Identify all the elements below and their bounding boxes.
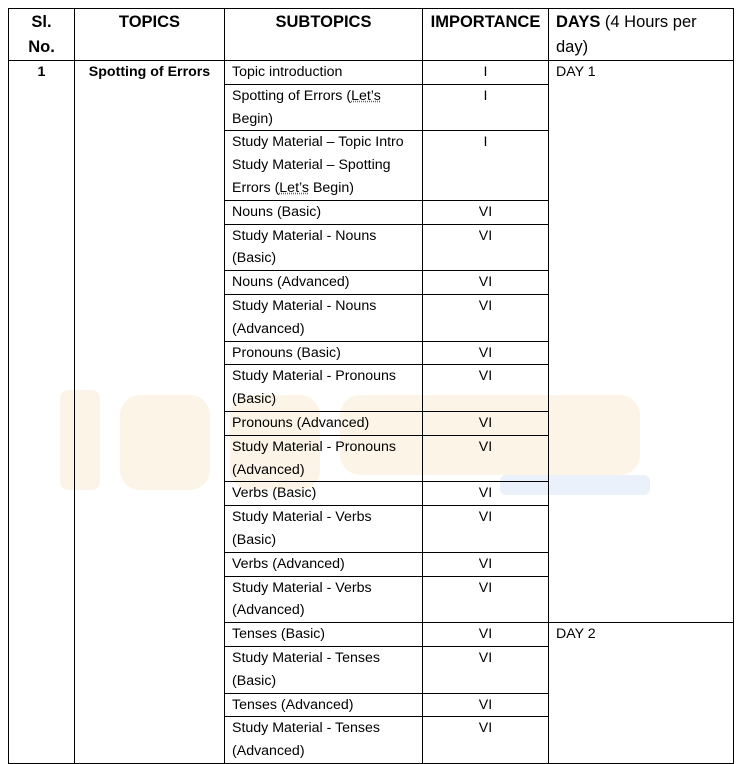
study-plan-table	[8, 8, 734, 764]
subtopic-cell: Topic introduction	[225, 61, 423, 85]
importance-cell: VI	[423, 411, 549, 435]
subtopic-cell: Pronouns (Advanced)	[225, 411, 423, 435]
header-days-rest: (4 Hours per day)	[556, 13, 697, 56]
table-row	[9, 61, 734, 85]
importance-cell: VI	[423, 482, 549, 506]
subtopic-cell: Study Material - Tenses (Advanced)	[225, 717, 423, 764]
importance-cell: I	[423, 61, 549, 85]
subtopic-cell: Tenses (Basic)	[225, 623, 423, 647]
importance-cell: VI	[423, 576, 549, 623]
subtopic-cell: Study Material - Tenses (Basic)	[225, 646, 423, 693]
subtopic-cell: Verbs (Advanced)	[225, 552, 423, 576]
subtopic-cell: Tenses (Advanced)	[225, 693, 423, 717]
header-importance: IMPORTANCE	[423, 9, 549, 61]
importance-cell: I	[423, 84, 549, 131]
header-topics: TOPICS	[75, 9, 225, 61]
subtopic-cell: Nouns (Advanced)	[225, 271, 423, 295]
subtopic-cell: Study Material - Verbs (Basic)	[225, 506, 423, 553]
importance-cell: VI	[423, 623, 549, 647]
subtopic-cell: Nouns (Basic)	[225, 200, 423, 224]
subtopic-cell: Study Material - Pronouns (Basic)	[225, 365, 423, 412]
importance-cell: VI	[423, 271, 549, 295]
subtopic-cell: Verbs (Basic)	[225, 482, 423, 506]
header-days-bold: DAYS	[556, 13, 601, 31]
importance-cell: VI	[423, 224, 549, 271]
importance-cell: VI	[423, 693, 549, 717]
header-row	[9, 9, 734, 61]
header-subtopics: SUBTOPICS	[225, 9, 423, 61]
importance-cell: VI	[423, 341, 549, 365]
subtopic-cell: Study Material - Nouns (Advanced)	[225, 294, 423, 341]
subtopic-cell: Spotting of Errors (Let’s Begin)	[225, 84, 423, 131]
importance-cell: VI	[423, 552, 549, 576]
day-cell: DAY 1	[549, 61, 734, 623]
importance-cell: VI	[423, 294, 549, 341]
header-sl-no: Sl. No.	[9, 9, 75, 61]
importance-cell: VI	[423, 646, 549, 693]
importance-cell: VI	[423, 717, 549, 764]
subtopic-cell: Study Material – Topic Intro Study Material – Spotting Errors (Let’s Begin)	[225, 131, 423, 200]
subtopic-cell: Study Material - Pronouns (Advanced)	[225, 435, 423, 482]
header-days	[549, 9, 734, 61]
day-cell: DAY 2	[549, 623, 734, 764]
importance-cell: VI	[423, 200, 549, 224]
subtopic-cell: Study Material - Verbs (Advanced)	[225, 576, 423, 623]
topic-cell: Spotting of Errors	[75, 61, 225, 764]
importance-cell: VI	[423, 435, 549, 482]
importance-cell: VI	[423, 365, 549, 412]
importance-cell: I	[423, 131, 549, 200]
importance-cell: VI	[423, 506, 549, 553]
subtopic-cell: Study Material - Nouns (Basic)	[225, 224, 423, 271]
subtopic-cell: Pronouns (Basic)	[225, 341, 423, 365]
sl-no-cell: 1	[9, 61, 75, 764]
